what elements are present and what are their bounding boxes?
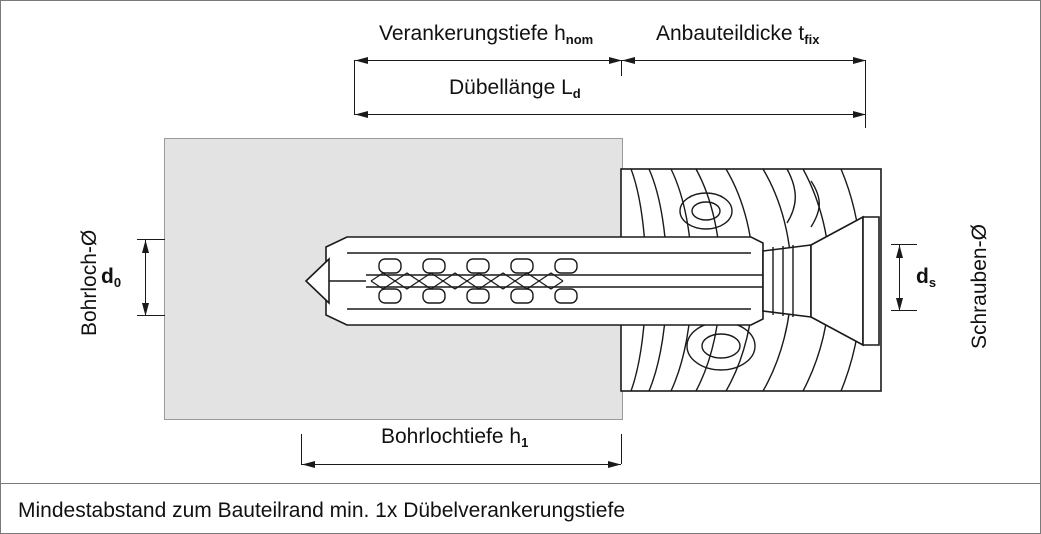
label-d0: $d_0$: [101, 265, 122, 290]
label-drill-hole-depth: Bohrlochtiefe $h_1$: [381, 425, 529, 450]
label-fixture-thickness: Anbauteildicke $t_{fix}$: [656, 22, 820, 47]
dimension-arrows-tfix: [621, 54, 868, 67]
label-ds: $d_s$: [916, 265, 937, 290]
dimension-arrows-hnom: [354, 54, 624, 67]
label-plug-length: Dübellänge $L_d$: [449, 76, 581, 101]
caption-separator: [1, 483, 1041, 484]
dimension-arrows-h1: [301, 458, 623, 471]
plug-body: [306, 237, 763, 325]
anchor-assembly-drawing: [151, 131, 911, 431]
dimension-arrows-ld: [354, 108, 868, 121]
caption-text: Mindestabstand zum Bauteilrand min. 1x Dübelverankerungstiefe: [18, 499, 626, 522]
label-drill-hole-diameter: Bohrloch-Ø: [78, 229, 101, 336]
label-screw-diameter: Schrauben-Ø: [968, 224, 991, 349]
label-anchorage-depth: Verankerungstiefe $h_{nom}$: [379, 22, 594, 47]
